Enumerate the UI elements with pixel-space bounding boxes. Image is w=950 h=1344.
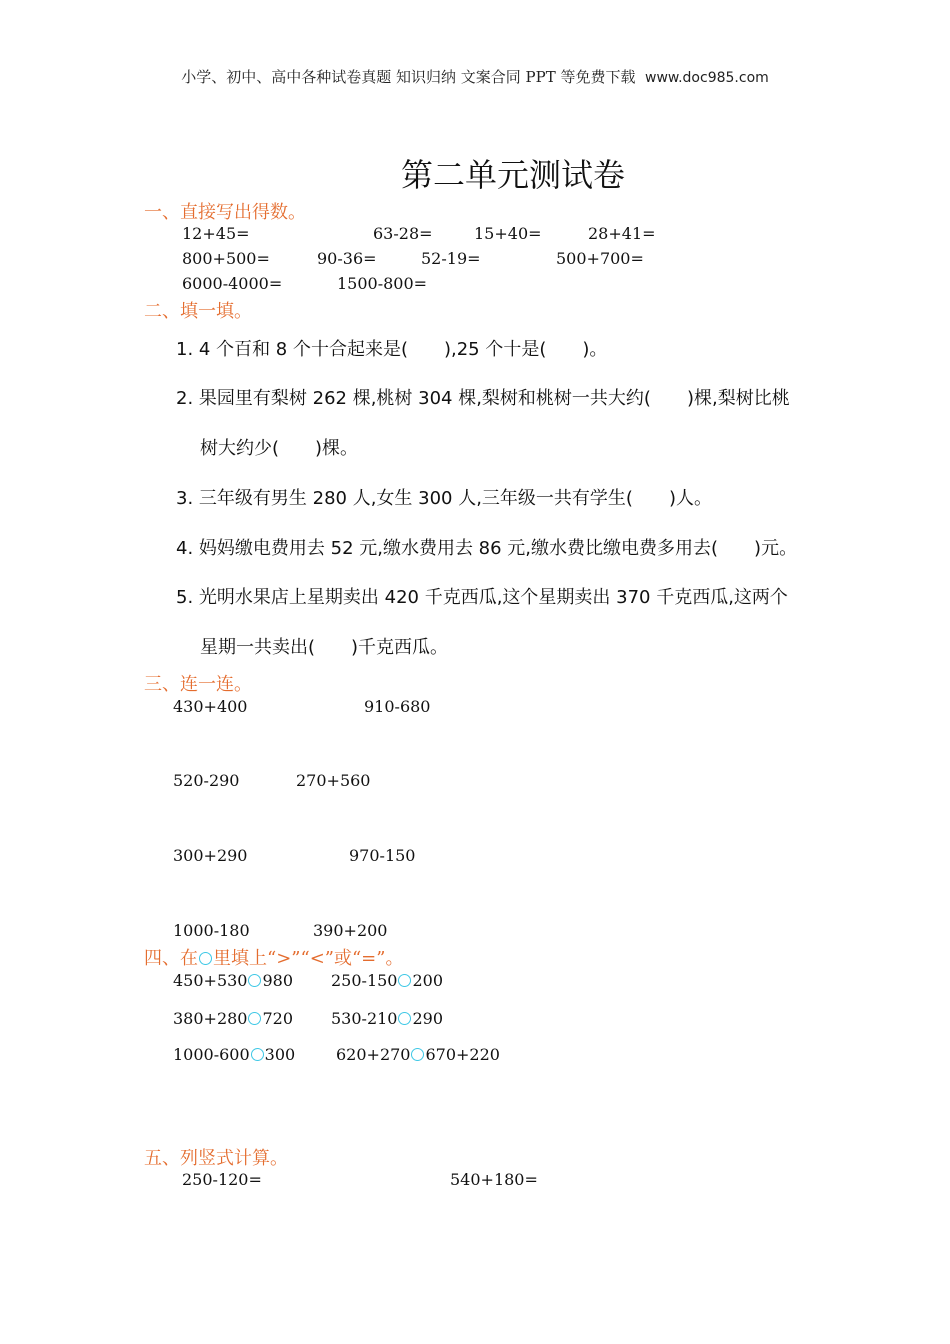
s4-item-6 bbox=[336, 1045, 500, 1064]
s5-item-2: 540+180= bbox=[450, 1170, 538, 1189]
s1-item-1: 12+45= bbox=[182, 224, 250, 243]
section-2-heading: 二、填一填。 bbox=[144, 301, 252, 322]
page-header bbox=[0, 66, 950, 87]
s3-left-2: 520-290 bbox=[173, 771, 240, 790]
circle-icon bbox=[199, 952, 212, 965]
s2-question-5-cont: 星期一共卖出( )千克西瓜。 bbox=[200, 637, 449, 658]
s4-item-6-right: 670+220 bbox=[425, 1045, 500, 1064]
s5-item-1: 250-120= bbox=[182, 1170, 262, 1189]
s1-item-8: 500+700= bbox=[556, 249, 644, 268]
s4-item-3-left: 380+280 bbox=[173, 1009, 248, 1028]
s2-question-3: 3. 三年级有男生 280 人,女生 300 人,三年级一共有学生( )人。 bbox=[176, 488, 712, 509]
s1-item-3: 15+40= bbox=[474, 224, 542, 243]
s4-item-5-right: 300 bbox=[264, 1045, 296, 1064]
compare-circle-icon[interactable] bbox=[248, 1012, 261, 1025]
s4-item-1-right: 980 bbox=[262, 971, 294, 990]
s1-item-9: 6000-4000= bbox=[182, 274, 283, 293]
s3-left-4: 1000-180 bbox=[173, 921, 250, 940]
s4-item-1 bbox=[173, 971, 293, 990]
s4-item-3-right: 720 bbox=[262, 1009, 294, 1028]
compare-circle-icon[interactable] bbox=[248, 974, 261, 987]
s2-question-2-cont: 树大约少( )棵。 bbox=[200, 438, 359, 459]
s4-item-1-left: 450+530 bbox=[173, 971, 248, 990]
s4-item-3 bbox=[173, 1009, 293, 1028]
compare-circle-icon[interactable] bbox=[398, 1012, 411, 1025]
header-text: 小学、初中、高中各种试卷真题 知识归纳 文案合同 PPT 等免费下载 bbox=[181, 68, 636, 86]
s4-item-2 bbox=[331, 971, 443, 990]
s3-right-3: 970-150 bbox=[349, 846, 416, 865]
section-4-heading bbox=[144, 944, 403, 970]
s3-right-1: 910-680 bbox=[364, 697, 431, 716]
s4-item-2-left: 250-150 bbox=[331, 971, 398, 990]
s2-question-1: 1. 4 个百和 8 个十合起来是( ),25 个十是( )。 bbox=[176, 339, 608, 360]
section-1-heading: 一、直接写出得数。 bbox=[144, 202, 306, 223]
s4-item-4 bbox=[331, 1009, 443, 1028]
compare-circle-icon[interactable] bbox=[411, 1048, 424, 1061]
compare-circle-icon[interactable] bbox=[251, 1048, 264, 1061]
s3-left-3: 300+290 bbox=[173, 846, 248, 865]
s4-item-5 bbox=[173, 1045, 295, 1064]
s2-question-5: 5. 光明水果店上星期卖出 420 千克西瓜,这个星期卖出 370 千克西瓜,这两个 bbox=[176, 587, 788, 608]
s4-item-2-right: 200 bbox=[412, 971, 444, 990]
s1-item-10: 1500-800= bbox=[337, 274, 428, 293]
page-title: 第二单元测试卷 bbox=[400, 156, 625, 194]
s1-item-4: 28+41= bbox=[588, 224, 656, 243]
section-5-heading: 五、列竖式计算。 bbox=[144, 1148, 288, 1169]
header-site: www.doc985.com bbox=[645, 70, 769, 86]
s3-left-1: 430+400 bbox=[173, 697, 248, 716]
s1-item-2: 63-28= bbox=[373, 224, 433, 243]
s3-right-4: 390+200 bbox=[313, 921, 388, 940]
compare-circle-icon[interactable] bbox=[398, 974, 411, 987]
s2-question-2: 2. 果园里有梨树 262 棵,桃树 304 棵,梨树和桃树一共大约( )棵,梨树比桃 bbox=[176, 388, 790, 409]
s1-item-6: 90-36= bbox=[317, 249, 377, 268]
s4-item-4-left: 530-210 bbox=[331, 1009, 398, 1028]
s4-item-6-left: 620+270 bbox=[336, 1045, 411, 1064]
s1-item-7: 52-19= bbox=[421, 249, 481, 268]
s4-heading-b: 里填上“>”“<”或“=”。 bbox=[213, 948, 404, 969]
section-3-heading: 三、连一连。 bbox=[144, 674, 252, 695]
s2-question-4: 4. 妈妈缴电费用去 52 元,缴水费用去 86 元,缴水费比缴电费多用去( )元。 bbox=[176, 538, 798, 559]
s4-heading-a: 四、在 bbox=[144, 948, 198, 969]
s1-item-5: 800+500= bbox=[182, 249, 270, 268]
s3-right-2: 270+560 bbox=[296, 771, 371, 790]
s4-item-5-left: 1000-600 bbox=[173, 1045, 250, 1064]
s4-item-4-right: 290 bbox=[412, 1009, 444, 1028]
